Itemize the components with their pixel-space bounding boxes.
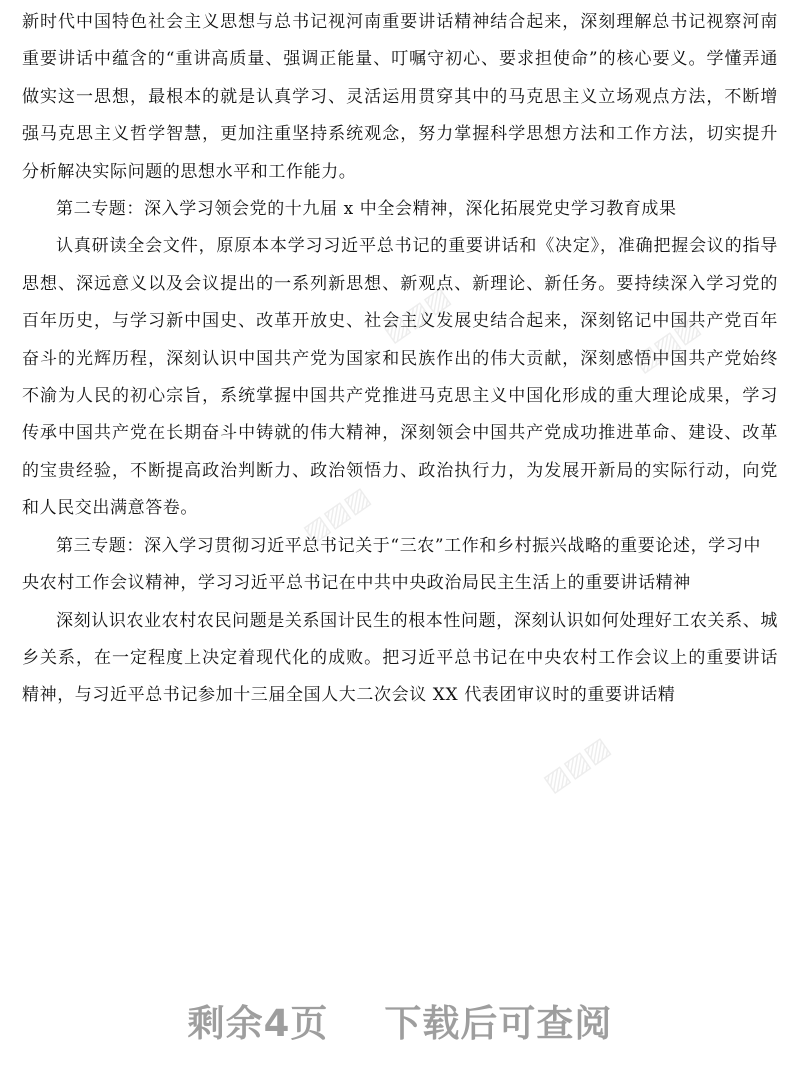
paragraph-intro: 新时代中国特色社会主义思想与总书记视河南重要讲话精神结合起来，深刻理解总书记视察河南重要讲话中蕴含的“重讲高质量、强调正能量、叮嘱守初心、要求担使命”的核心要义。学懂弄通做实这一思想，最根本的就是认真学习、灵活运用贯穿其中的马克思主义立场观点方法，不断增强马克思主义哲学智慧，更加注重坚持系统观念，努力掌握科学思想方法和工作方法，切实提升分析解决实际问题的思想水平和工作能力。 (22, 12, 778, 182)
document-body (22, 4, 778, 715)
watermark-mark: ▨▨▨ (298, 481, 376, 549)
download-to-view-label[interactable]: 下载后可查阅 (384, 1002, 613, 1045)
section-heading-2: 第二专题：深入学习领会党的十九届 x 中全会精神，深化拓展党史学习教育成果 (56, 199, 677, 220)
remaining-pages-label: 剩余4页 (187, 1002, 329, 1045)
watermark-mark: ▨▨▨ (378, 281, 456, 349)
section-heading-3: 第三专题：深入学习贯彻习近平总书记关于“三农”工作和乡村振兴战略的重要论述，学习中央农村工作会议精神，学习习近平总书记在中共中央政治局民主生活上的重要讲话精神 (22, 535, 761, 594)
download-prompt[interactable] (0, 990, 800, 1050)
paragraph-section-2: 认真研读全会文件，原原本本学习习近平总书记的重要讲话和《决定》，准确把握会议的指导思想、深远意义以及会议提出的一系列新思想、新观点、新理论、新任务。要持续深入学习党的百年历史，与学习新中国史、改革开放史、社会主义发展史结合起来，深刻铭记中国共产党百年奋斗的光辉历程，深刻认识中国共产党为国家和民族作出的伟大贡献，深刻感悟中国共产党始终不渝为人民的初心宗旨，系统掌握中国共产党推进马克思主义中国化形成的重大理论成果，学习传承中国共产党在长期奋斗中铸就的伟大精神，深刻领会中国共产党成功推进革命、建设、改革的宝贵经验，不断提高政治判断力、政治领悟力、政治执行力，为发展开新局的实际行动，向党和人民交出满意答卷。 (22, 236, 778, 519)
watermark-mark: ▨▨▨ (628, 311, 706, 379)
paragraph-section-3: 深刻认识农业农村农民问题是关系国计民生的根本性问题，深刻认识如何处理好工农关系、城乡关系，在一定程度上决定着现代化的成败。把习近平总书记在中央农村工作会议上的重要讲话精神，与习近平总书记参加十三届全国人大二次会议 XX 代表团审议时的重要讲话精 (22, 610, 778, 706)
watermark-mark: ▨▨▨ (538, 731, 616, 799)
